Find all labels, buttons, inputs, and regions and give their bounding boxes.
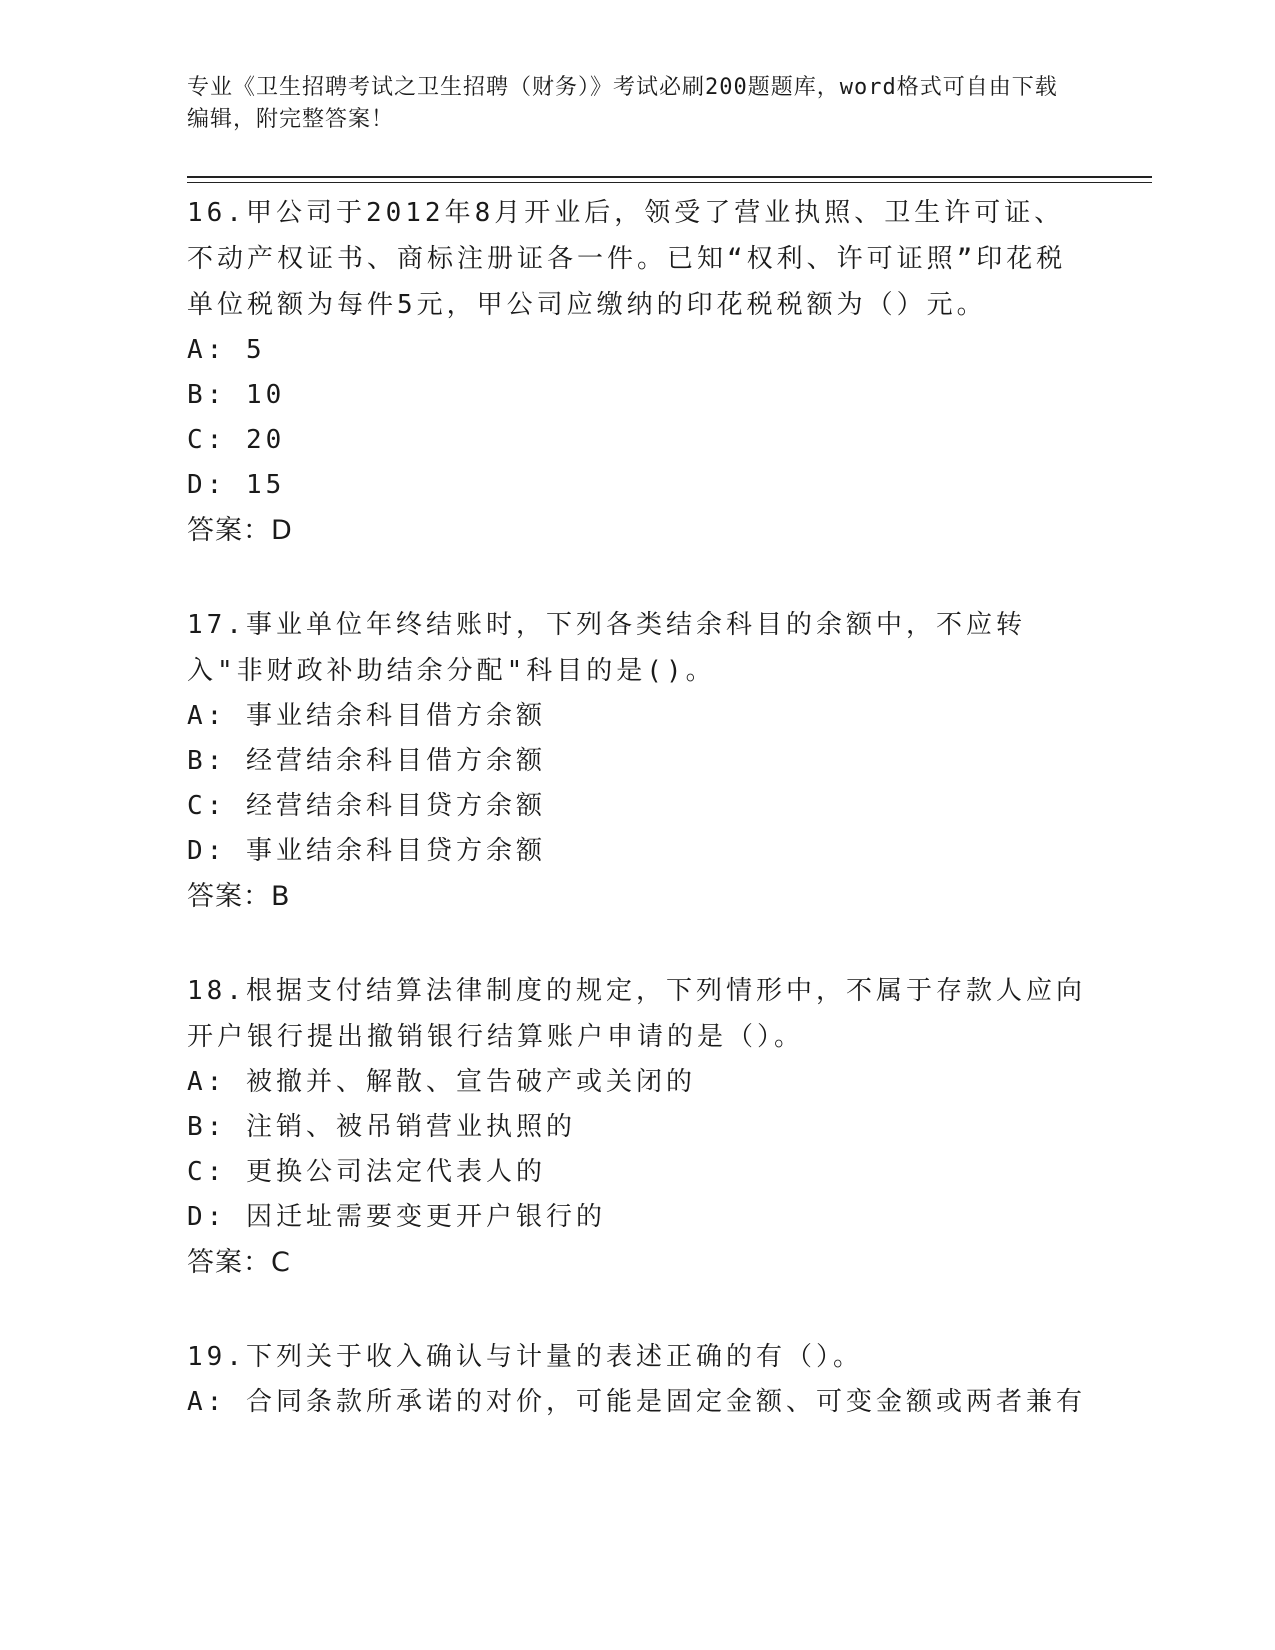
option-d: D: 15 — [187, 470, 286, 500]
option-a: A: 5 — [187, 335, 266, 365]
option-c: C: 经营结余科目贷方余额 — [187, 791, 546, 821]
answer-line: 答案：B — [187, 881, 291, 912]
option-c: C: 更换公司法定代表人的 — [187, 1157, 546, 1187]
answer-line: 答案：D — [187, 515, 293, 546]
option-d: D: 因迁址需要变更开户银行的 — [187, 1202, 606, 1232]
header-divider-thin — [187, 182, 1152, 183]
option-a: A: 事业结余科目借方余额 — [187, 701, 546, 731]
question-stem: 17.事业单位年终结账时，下列各类结余科目的余额中，不应转入"非财政补助结余分配"科目的是()。 — [187, 610, 1026, 686]
question-18 — [187, 968, 1087, 1286]
question-19 — [187, 1334, 1087, 1425]
header-divider-thick — [187, 176, 1152, 178]
question-stem: 18.根据支付结算法律制度的规定，下列情形中，不属于存款人应向开户银行提出撤销银行结算账户申请的是（）。 — [187, 976, 1086, 1052]
option-d: D: 事业结余科目贷方余额 — [187, 836, 546, 866]
question-17 — [187, 602, 1087, 920]
option-a: A: 被撤并、解散、宣告破产或关闭的 — [187, 1067, 696, 1097]
question-stem: 16.甲公司于2012年8月开业后，领受了营业执照、卫生许可证、不动产权证书、商标注册证各一件。已知“权利、许可证照”印花税单位税额为每件5元，甲公司应缴纳的印花税税额为（）元。 — [187, 198, 1067, 320]
option-b: B: 注销、被吊销营业执照的 — [187, 1112, 576, 1142]
answer-line: 答案：C — [187, 1247, 291, 1278]
question-stem: 19.下列关于收入确认与计量的表述正确的有（）。 — [187, 1342, 863, 1372]
option-b: B: 经营结余科目借方余额 — [187, 746, 546, 776]
option-c: C: 20 — [187, 425, 286, 455]
option-a: A: 合同条款所承诺的对价，可能是固定金额、可变金额或两者兼有 — [187, 1387, 1086, 1417]
question-list — [187, 190, 1087, 1473]
option-b: B: 10 — [187, 380, 286, 410]
document-header: 专业《卫生招聘考试之卫生招聘（财务）》考试必刷200题题库，word格式可自由下载编辑，附完整答案！ — [187, 75, 1058, 132]
question-16 — [187, 190, 1087, 554]
